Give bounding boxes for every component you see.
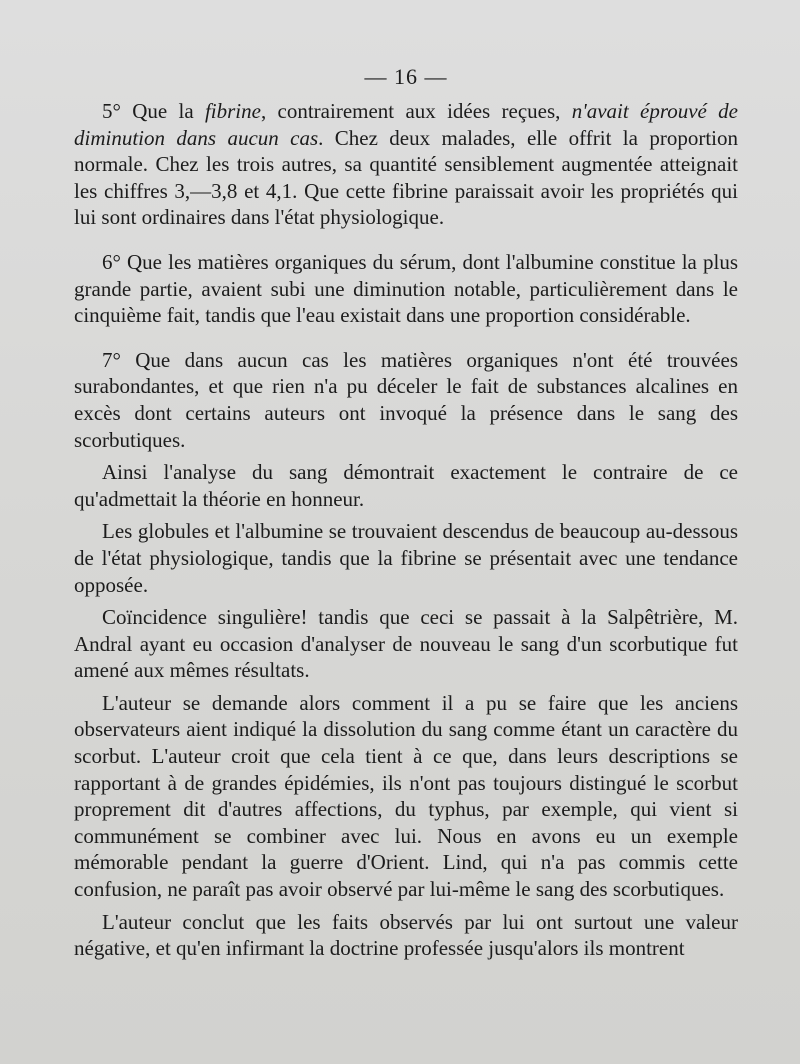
text-run-italic: n'avait éprouvé de diminution dans aucun cas [74, 99, 738, 150]
text-run-italic: fibrine [204, 99, 261, 123]
paragraph-coincidence [74, 604, 738, 684]
text-run: 7° Que dans aucun cas les matières organiques n'ont été trouvées surabondantes, et que rien n'a pu déceler le fait de substances alcalines en excès dont certains auteurs ont invoqué la présence dans le sang des scorbutiques. [74, 347, 738, 452]
paragraph-fibrine [74, 98, 738, 231]
text-run: Ainsi l'analyse du sang démontrait exactement le contraire de ce qu'admettait la théorie en honneur. [74, 460, 738, 511]
paragraph-organic-matter [74, 347, 738, 453]
text-run: . Chez deux malades, elle offrit la proportion normale. Chez les trois autres, sa quantité sensiblement augmentée atteignait les chiffres 3,—3,8 et 4,1. Que cette fibrine paraissait avoir les propriétés qui lui sont ordinaires dans l'état physiologique. [74, 125, 738, 230]
text-run: , contrairement aux idées reçues, [260, 99, 572, 123]
paragraph-author-question [74, 690, 738, 903]
paragraph-globules [74, 518, 738, 598]
text-run: 6° Que les matières organiques du sérum, dont l'albumine constitue la plus grande partie, avaient subi une diminution notable, particulièrement dans le cinquième fait, tandis que l'eau existait dans une proportion considérable. [74, 249, 738, 328]
paragraph-author-conclusion [74, 909, 738, 962]
paragraph-serum [74, 249, 738, 329]
text-run: L'auteur conclut que les faits observés par lui ont surtout une valeur négative, et qu'en infirmant la doctrine professée jusqu'alors ils montrent [74, 909, 738, 961]
text-run: 5° Que la [102, 99, 205, 123]
text-run: L'auteur se demande alors comment il a pu se faire que les anciens observateurs aient indiqué la dissolution du sang comme étant un caractère du scorbut. L'auteur croit que cela tient à ce que, dans leurs descriptions se rapportant à de grandes épidémies, ils n'ont pas toujours distingué le scorbut proprement dit d'autres affections, du typhus, par exemple, qui vient si communément se combiner avec lui. Nous en avons eu un exemple mémorable pendant la guerre d'Orient. Lind, qui n'a pas commis cette confusion, ne paraît pas avoir observé par lui-même le sang des scorbutiques. [74, 690, 738, 902]
paragraph-analysis-conclusion [74, 459, 738, 512]
text-run: Les globules et l'albumine se trouvaient descendus de beaucoup au-dessous de l'état physiologique, tandis que la fibrine se présentait avec une tendance opposée. [74, 519, 738, 597]
text-run: Coïncidence singulière! tandis que ceci se passait à la Salpêtrière, M. Andral ayant eu occasion d'analyser de nouveau le sang d'un scorbutique fut amené aux mêmes résultats. [74, 605, 738, 683]
page-number: — 16 — [364, 64, 448, 89]
